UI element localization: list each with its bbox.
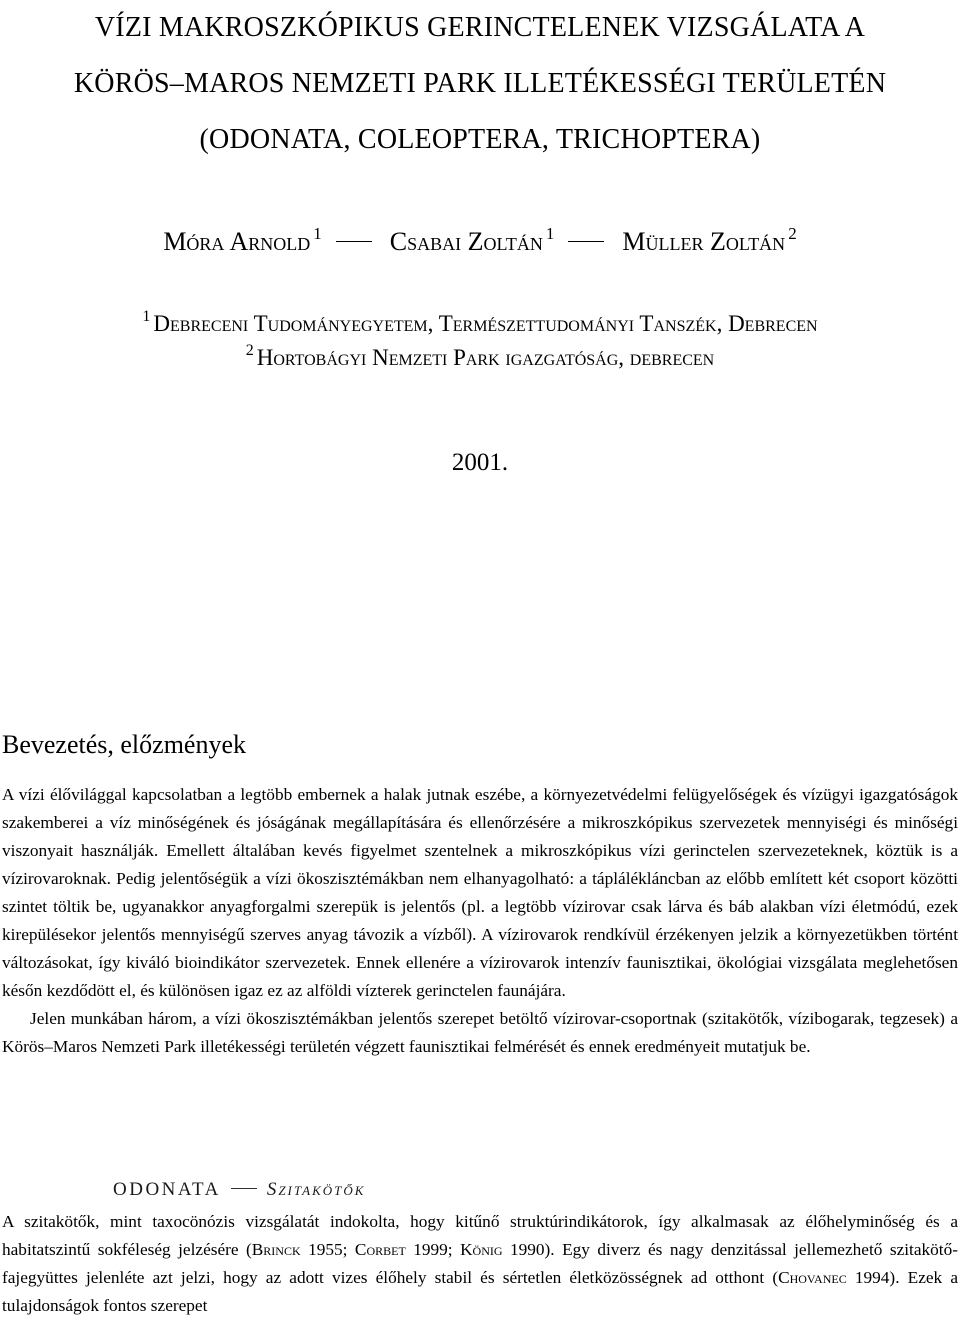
author: Müller Zoltán $^2$ [622,224,797,256]
citation-author: Corbet [354,1240,406,1259]
title-line-2: KÖRÖS–MAROS NEMZETI PARK ILLETÉKESSÉGI TERÜLETÉN [73,68,887,99]
publication-year: 2001. [451,449,509,476]
section-heading: Bevezetés, előzmények [2,730,246,759]
author: Móra Arnold $^1$ [163,224,322,256]
subsection-separator [231,1188,257,1189]
title-line-1: VÍZI MAKROSZKÓPIKUS GERINCTELENEK VIZSGÁLATA A [94,12,866,43]
author-separator [336,241,372,242]
author-list [0,214,960,262]
citation-author: Brinck [251,1240,301,1259]
author-separator [568,241,604,242]
citation-author: König [460,1240,503,1259]
affiliation: $^2$ Hortobágyi Nemzeti Park igazgatóság, debrecen [245,342,715,370]
subsection-group: ODONATA [113,1179,221,1200]
paragraph: Jelen munkában három, a vízi ökoszisztémákban jelentős szerepet betöltő vízirovar-csoportnak (szitakötők, vízibogarak, tegzesek) a Körös–Maros Nemzeti Park illetékességi területén végzett faunisztikai felmérését és ennek eredményeit mutatjuk be. [2,1009,958,1056]
paragraph: A szitakötők, mint taxocönózis vizsgálatát indokolta, hogy kitűnő struktúrindikátorok, így alkalmasak az élőhelyminőség és a habitatszintű sokféleség jelzésére (Brinck 1955; Corbet 1999; König 1990). Egy diverz és nagy denzitással jellemezhető szitakötő-fajegyüttes jelenléte azt jelzi, hogy az adott vizes élőhely stabil és sértetlen életközösségnek ad otthont (Chovanec 1994). Ezek a tulajdonságok fontos szerepet [2,1212,959,1315]
subsection-heading [113,1176,365,1204]
author: Csabai Zoltán $^1$ [389,224,555,256]
title-line-3: (ODONATA, COLEOPTERA, TRICHOPTERA) [199,124,761,155]
paragraph: A vízi élővilággal kapcsolatban a legtöbb embernek a halak jutnak eszébe, a környezetvédelmi felügyelőségek és vízügyi igazgatóságok szakemberei a víz minőségének és jóságának megállapítására és ellenőrzésére a mikroszkópikus szervezetek mennyiségi és minőségi viszonyait használják. Emellett általában kevés figyelmet szentelnek a mikroszkópikus vízi gerinctelen szervezeteknek, köztük is a vízirovaroknak. Pedig jelentőségük a vízi ökoszisztémákban nem elhanyagolható: a táplálékláncban az előbb említett két csoport közötti szintet töltik be, ugyanakkor anyagforgalmi szerepük is jelentős (pl. a legtöbb vízirovar csak lárva és báb alakban vízi életmódú, ezek kirepülésekor jelentős mennyiségű szerves anyag távozik a vízből). A vízirovarok rendkívül érzékenyen jelzik a környezetükben történt változásokat, így kiváló bioindikátor szervezetek. Ennek ellenére a vízirovarok intenzív faunisztikai, ökológiai vizsgálata meglehetősen későn kezdődött el, és különösen igaz ez az alföldi vízterek gerinctelen faunájára. [2,785,958,1000]
paper-title [0,0,960,168]
affiliation: $^1$ Debreceni Tudományegyetem, Természettudományi Tanszék, Debrecen [142,308,818,336]
intro-text [2,781,958,1061]
odonata-text [2,1208,958,1320]
subsection-name: Szitakötők [266,1179,366,1200]
citation-author: Chovanec [778,1268,847,1287]
